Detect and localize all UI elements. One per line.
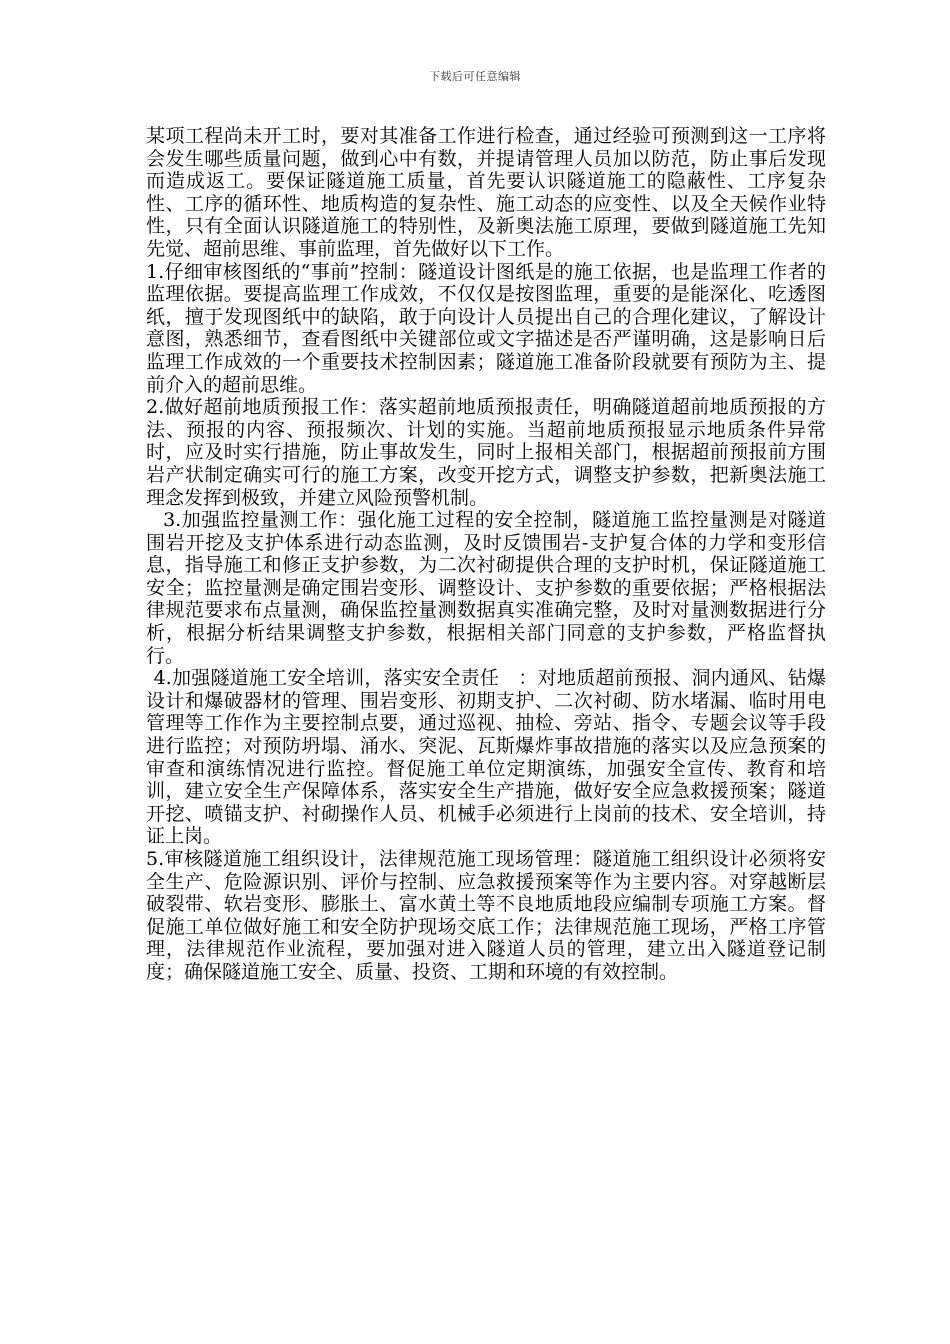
- paragraph-item-4: 4.加强隧道施工安全培训，落实安全责任 ：对地质超前预报、洞内通风、钻爆设计和爆破器材的管理、围岩变形、初期支护、二次衬砌、防水堵漏、临时用电管理等工作作为主要控制点要，通过巡视、抽检、旁站、指令、专题会议等手段进行监控；对预防坍塌、涌水、突泥、瓦斯爆炸事故措施的落实以及应急预案的审查和演练情况进行监控。督促施工单位定期演练，加强安全宣传、教育和培训，建立安全生产保障体系，落实安全生产措施，做好安全应急救援预案；隧道开挖、喷锚支护、衬砌操作人员、机械手必须进行上岗前的技术、安全培训，持证上岗。: [146, 667, 826, 848]
- document-body: [146, 125, 826, 984]
- paragraph-item-3: 3.加强监控量测工作：强化施工过程的安全控制，隧道施工监控量测是对隧道围岩开挖及支护体系进行动态监测，及时反馈围岩-支护复合体的力学和变形信息，指导施工和修正支护参数，为二次衬砌提供合理的支护时机，保证隧道施工安全；监控量测是确定围岩变形、调整设计、支护参数的重要依据；严格根据法律规范要求布点量测，确保监控量测数据真实准确完整，及时对量测数据进行分析，根据分析结果调整支护参数，根据相关部门同意的支护参数，严格监督执行。: [146, 509, 826, 667]
- paragraph-intro: 某项工程尚未开工时，要对其准备工作进行检查，通过经验可预测到这一工序将会发生哪些质量问题，做到心中有数，并提请管理人员加以防范，防止事后发现而造成返工。要保证隧道施工质量，首先要认识隧道施工的隐蔽性、工序复杂性、工序的循环性、地质构造的复杂性、施工动态的应变性、以及全天候作业特性，只有全面认识隧道施工的特别性，及新奥法施工原理，要做到隧道施工先知先觉、超前思维、事前监理，首先做好以下工作。: [146, 125, 826, 260]
- paragraph-item-2: 2.做好超前地质预报工作：落实超前地质预报责任，明确隧道超前地质预报的方法、预报的内容、预报频次、计划的实施。当超前地质预报显示地质条件异常时，应及时实行措施，防止事故发生，同时上报相关部门，根据超前预报前方围岩产状制定确实可行的施工方案，改变开挖方式，调整支护参数，把新奥法施工理念发挥到极致，并建立风险预警机制。: [146, 396, 826, 509]
- page-header: 下载后可任意编辑: [429, 70, 521, 83]
- paragraph-item-5: 5.审核隧道施工组织设计，法律规范施工现场管理：隧道施工组织设计必须将安全生产、危险源识别、评价与控制、应急救援预案等作为主要内容。对穿越断层破裂带、软岩变形、膨胀土、富水黄土等不良地质地段应编制专项施工方案。督促施工单位做好施工和安全防护现场交底工作；法律规范施工现场，严格工序管理，法律规范作业流程，要加强对进入隧道人员的管理，建立出入隧道登记制度；确保隧道施工安全、质量、投资、工期和环境的有效控制。: [146, 848, 826, 983]
- paragraph-item-1: 1.仔细审核图纸的“事前”控制：隧道设计图纸是的施工依据，也是监理工作者的监理依据。要提高监理工作成效，不仅仅是按图监理，重要的是能深化、吃透图纸，擅于发现图纸中的缺陷，敢于向设计人员提出自己的合理化建议，了解设计意图，熟悉细节，查看图纸中关键部位或文字描述是否严谨明确，这是影响日后监理工作成效的一个重要技术控制因素；隧道施工准备阶段就要有预防为主、提前介入的超前思维。: [146, 260, 826, 396]
